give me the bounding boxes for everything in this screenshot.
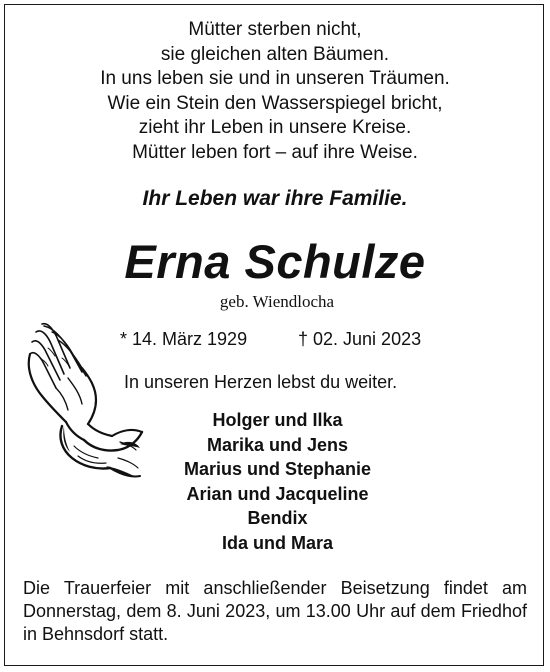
poem-line: Mütter leben fort – auf ihre Weise. [132,141,418,163]
deceased-name: Erna Schulze [124,235,426,288]
birth-symbol: * [120,329,128,349]
family-member: Marius und Stephanie [183,459,372,479]
family-member: Holger und Ilka [212,410,343,430]
funeral-notice-line: Die Trauerfeier mit anschließender Beisetzung findet am [23,578,527,598]
family-member: Arian und Jacqueline [186,483,369,504]
funeral-notice-line: Friedhof in Behnsdorf statt. [23,601,527,644]
birth-date: 14. März 1929 [132,329,248,349]
death-date-line [298,328,421,350]
poem-line: Mütter sterben nicht, [188,19,362,40]
poem-line: In uns leben sie und in unseren Träumen. [100,68,450,89]
family-member: Marika und Jens [206,434,349,455]
death-symbol: † [298,329,309,349]
poem-line: Wie ein Stein den Wasserspiegel bricht, [107,92,443,114]
poem-line: zieht ihr Leben in unsere Kreise. [138,117,412,138]
death-date: 02. Juni 2023 [313,329,422,349]
funeral-notice-line: Donnerstag, dem 8. Juni 2023, um 13.00 Uhr auf dem [23,601,456,621]
funeral-notice [23,577,527,646]
tagline: In unseren Herzen lebst du weiter. [124,372,398,392]
family-member: Bendix [247,508,308,528]
poem [0,18,550,165]
poem-line: sie gleichen alten Bäumen. [160,43,390,65]
maiden-name: geb. Wiendlocha [219,292,335,311]
family-member: Ida und Mara [221,532,333,553]
family-members [100,408,455,555]
motto: Ihr Leben war ihre Familie. [142,187,408,210]
